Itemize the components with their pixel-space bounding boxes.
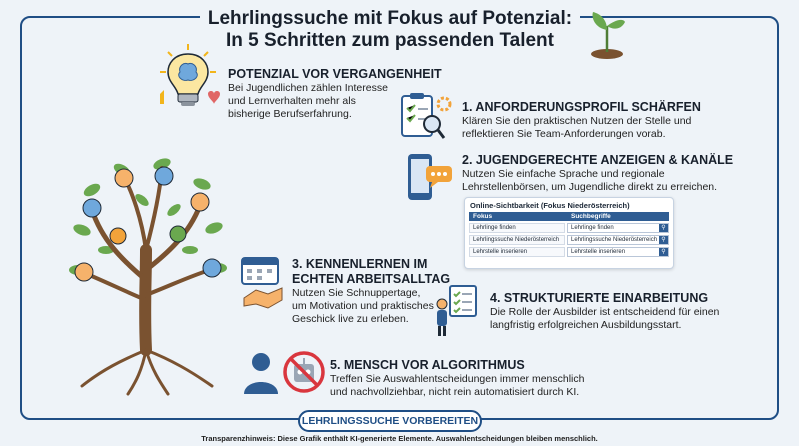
online-visibility-card	[464, 197, 674, 269]
col-terms: Suchbegriffe	[571, 213, 611, 220]
visibility-table-header	[469, 212, 669, 221]
step-2-text: Nutzen Sie einfache Sprache und regionale Lehrstellenbörsen, um Jugendliche direkt zu erreichen.	[462, 168, 718, 193]
page-title	[200, 8, 580, 52]
table-row	[469, 247, 669, 257]
smartphone-chat-icon	[400, 150, 456, 206]
step-4-heading: 4. STRUKTURIERTE EINARBEITUNG	[490, 291, 709, 305]
tree-illustration	[62, 150, 232, 400]
sprout-icon	[585, 4, 629, 60]
mentor-checklist-icon	[432, 282, 486, 338]
visibility-title: Online-Sichtbarkeit (Fokus Niederösterreich)	[470, 201, 630, 210]
table-row	[469, 223, 669, 233]
search-icon[interactable]: ⚲	[659, 224, 668, 232]
search-term-field[interactable]: Lehrstelle inserieren ⚲	[567, 247, 669, 257]
step-1-text: Klären Sie den praktischen Nutzen der Stelle und reflektieren Sie Team-Anforderungen vorab.	[462, 115, 692, 140]
lightbulb-brain-icon	[156, 42, 224, 112]
title-box	[200, 2, 580, 56]
title-line-1: Lehrlingssuche mit Fokus auf Potenzial:	[207, 8, 573, 29]
focus-cell: Lehrlinge finden	[469, 223, 565, 233]
search-term-field[interactable]: Lehrlinge finden ⚲	[567, 223, 669, 233]
step-1-heading: 1. ANFORDERUNGSPROFIL SCHÄRFEN	[462, 100, 701, 114]
transparency-note: Transparenzhinweis: Diese Grafik enthält KI-generierte Elemente. Auswahlentscheidungen bleiben menschlich.	[201, 434, 598, 443]
step-1-block	[462, 100, 762, 141]
clipboard-search-icon	[398, 92, 454, 144]
search-term-field[interactable]: Lehrlingssuche Niederösterreich ⚲	[567, 235, 669, 245]
prepare-search-button[interactable]: LEHRLINGSSUCHE VORBEREITEN	[298, 410, 482, 432]
step-2-block	[462, 153, 762, 194]
step-4-block	[490, 291, 770, 332]
focus-cell: Lehrstelle inserieren	[469, 247, 565, 257]
title-line-2: In 5 Schritten zum passenden Talent	[226, 30, 554, 51]
table-row	[469, 235, 669, 245]
intro-text: Bei Jugendlichen zählen Interesse und Lernverhalten mehr als bisherige Berufserfahrung.	[228, 82, 388, 120]
step-4-text: Die Rolle der Ausbilder ist entscheidend für einen langfristig erfolgreichen Ausbildungsstart.	[490, 306, 720, 331]
step-5-block	[330, 358, 630, 399]
step-3-text: Nutzen Sie Schnuppertage, um Motivation und praktisches Geschick live zu erleben.	[292, 287, 434, 325]
col-focus: Fokus	[473, 213, 493, 220]
intro-heading: POTENZIAL VOR VERGANGENHEIT	[228, 67, 442, 81]
search-icon[interactable]: ⚲	[659, 248, 668, 256]
focus-cell: Lehrlingssuche Niederösterreich	[469, 235, 565, 245]
calendar-handshake-icon	[238, 254, 288, 314]
person-icon	[242, 348, 280, 396]
step-3-heading: 3. KENNENLERNEN IM ECHTEN ARBEITSALLTAG	[292, 257, 451, 286]
step-2-heading: 2. JUGENDGERECHTE ANZEIGEN & KANÄLE	[462, 153, 734, 167]
no-robot-icon	[282, 350, 326, 394]
step-5-heading: 5. MENSCH VOR ALGORITHMUS	[330, 358, 525, 372]
search-icon[interactable]: ⚲	[659, 236, 668, 244]
step-5-text: Treffen Sie Auswahlentscheidungen immer menschlich und nachvollziehbar, nicht rein automatisiert durch KI.	[330, 373, 585, 398]
